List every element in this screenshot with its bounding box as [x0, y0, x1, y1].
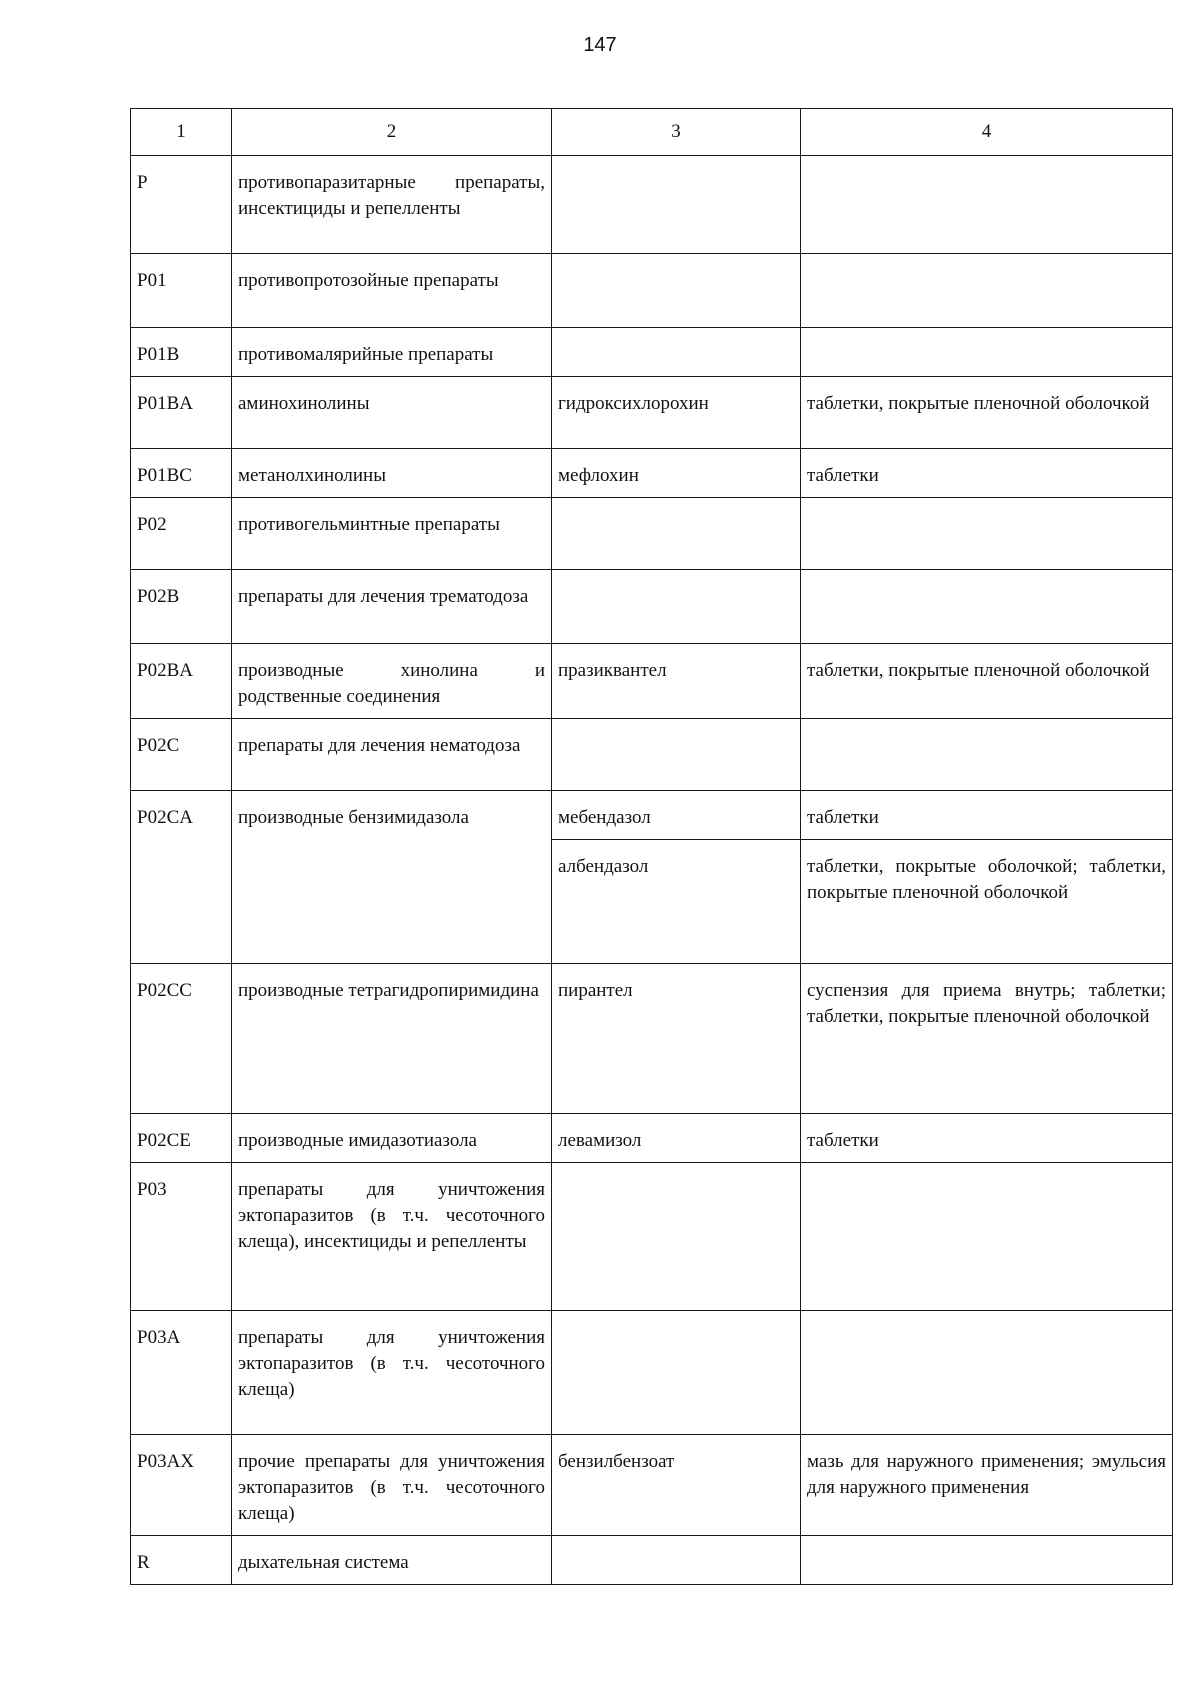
dosage-form-cell: таблетки	[801, 791, 1173, 840]
anatomical-group-cell: производные хинолина и родственные соединения	[232, 644, 552, 719]
anatomical-group-cell: дыхательная система	[232, 1536, 552, 1585]
header-row	[131, 109, 1173, 156]
anatomical-group-cell: препараты для уничтожения эктопаразитов (в т.ч. чесоточного клеща), инсектициды и репелленты	[232, 1163, 552, 1311]
table-row	[131, 644, 1173, 719]
dosage-form-cell: мазь для наружного применения; эмульсия для наружного применения	[801, 1435, 1173, 1536]
atc-code-cell: R	[131, 1536, 232, 1585]
table-row	[131, 254, 1173, 328]
table-row	[131, 964, 1173, 1114]
dosage-form-cell: суспензия для приема внутрь; таблетки; таблетки, покрытые пленочной оболочкой	[801, 964, 1173, 1114]
atc-code-cell: P01B	[131, 328, 232, 377]
table-row	[131, 1163, 1173, 1311]
dosage-form-cell: таблетки, покрытые пленочной оболочкой	[801, 644, 1173, 719]
atc-code-cell: P01BA	[131, 377, 232, 449]
atc-code-cell: P02BA	[131, 644, 232, 719]
table-row	[131, 791, 1173, 840]
inn-cell	[552, 156, 801, 254]
inn-cell: мебендазол	[552, 791, 801, 840]
inn-cell	[552, 328, 801, 377]
table-row	[131, 1435, 1173, 1536]
dosage-form-cell	[801, 328, 1173, 377]
column-header: 3	[552, 109, 801, 156]
dosage-form-cell	[801, 1163, 1173, 1311]
table-row	[131, 449, 1173, 498]
anatomical-group-cell: производные бензимидазола	[232, 791, 552, 964]
inn-cell: пирантел	[552, 964, 801, 1114]
inn-cell	[552, 719, 801, 791]
column-header: 2	[232, 109, 552, 156]
atc-code-cell: P02B	[131, 570, 232, 644]
atc-code-cell: P	[131, 156, 232, 254]
dosage-form-cell	[801, 498, 1173, 570]
anatomical-group-cell: противопротозойные препараты	[232, 254, 552, 328]
anatomical-group-cell: противогельминтные препараты	[232, 498, 552, 570]
inn-cell	[552, 1536, 801, 1585]
inn-cell	[552, 570, 801, 644]
table-row	[131, 1114, 1173, 1163]
anatomical-group-cell: прочие препараты для уничтожения эктопаразитов (в т.ч. чесоточного клеща)	[232, 1435, 552, 1536]
inn-cell: празиквантел	[552, 644, 801, 719]
atc-code-cell: P03A	[131, 1311, 232, 1435]
anatomical-group-cell: препараты для лечения нематодоза	[232, 719, 552, 791]
table-row	[131, 498, 1173, 570]
table-row	[131, 719, 1173, 791]
atc-code-cell: P01BC	[131, 449, 232, 498]
inn-cell	[552, 1311, 801, 1435]
anatomical-group-cell: производные тетрагидропиримидина	[232, 964, 552, 1114]
atc-code-cell: P03	[131, 1163, 232, 1311]
table-row	[131, 1536, 1173, 1585]
dosage-form-cell	[801, 1536, 1173, 1585]
anatomical-group-cell: препараты для лечения трематодоза	[232, 570, 552, 644]
dosage-form-cell	[801, 254, 1173, 328]
dosage-form-cell	[801, 1311, 1173, 1435]
anatomical-group-cell: метанолхинолины	[232, 449, 552, 498]
inn-cell: албендазол	[552, 840, 801, 964]
dosage-form-cell	[801, 719, 1173, 791]
table-row	[131, 377, 1173, 449]
page-number: 147	[583, 34, 617, 56]
dosage-form-cell: таблетки, покрытые оболочкой; таблетки, покрытые пленочной оболочкой	[801, 840, 1173, 964]
atc-code-cell: P02CC	[131, 964, 232, 1114]
inn-cell	[552, 498, 801, 570]
inn-cell: мефлохин	[552, 449, 801, 498]
atc-code-cell: P02CA	[131, 791, 232, 964]
dosage-form-cell: таблетки, покрытые пленочной оболочкой	[801, 377, 1173, 449]
atc-code-cell: P02CE	[131, 1114, 232, 1163]
atc-code-cell: P02	[131, 498, 232, 570]
dosage-form-cell	[801, 570, 1173, 644]
atc-code-cell: P01	[131, 254, 232, 328]
inn-cell	[552, 1163, 801, 1311]
atc-code-cell: P02C	[131, 719, 232, 791]
drug-table	[130, 108, 1173, 1585]
anatomical-group-cell: противомалярийные препараты	[232, 328, 552, 377]
table-row	[131, 328, 1173, 377]
table-row	[131, 570, 1173, 644]
anatomical-group-cell: препараты для уничтожения эктопаразитов (в т.ч. чесоточного клеща)	[232, 1311, 552, 1435]
inn-cell	[552, 254, 801, 328]
dosage-form-cell	[801, 156, 1173, 254]
anatomical-group-cell: аминохинолины	[232, 377, 552, 449]
inn-cell: гидроксихлорохин	[552, 377, 801, 449]
column-header: 1	[131, 109, 232, 156]
inn-cell: бензилбензоат	[552, 1435, 801, 1536]
dosage-form-cell: таблетки	[801, 449, 1173, 498]
atc-code-cell: P03AX	[131, 1435, 232, 1536]
inn-cell: левамизол	[552, 1114, 801, 1163]
table-row	[131, 156, 1173, 254]
table-body	[131, 156, 1173, 1585]
table-row	[131, 1311, 1173, 1435]
dosage-form-cell: таблетки	[801, 1114, 1173, 1163]
column-header: 4	[801, 109, 1173, 156]
anatomical-group-cell: производные имидазотиазола	[232, 1114, 552, 1163]
anatomical-group-cell: противопаразитарные препараты, инсектициды и репелленты	[232, 156, 552, 254]
